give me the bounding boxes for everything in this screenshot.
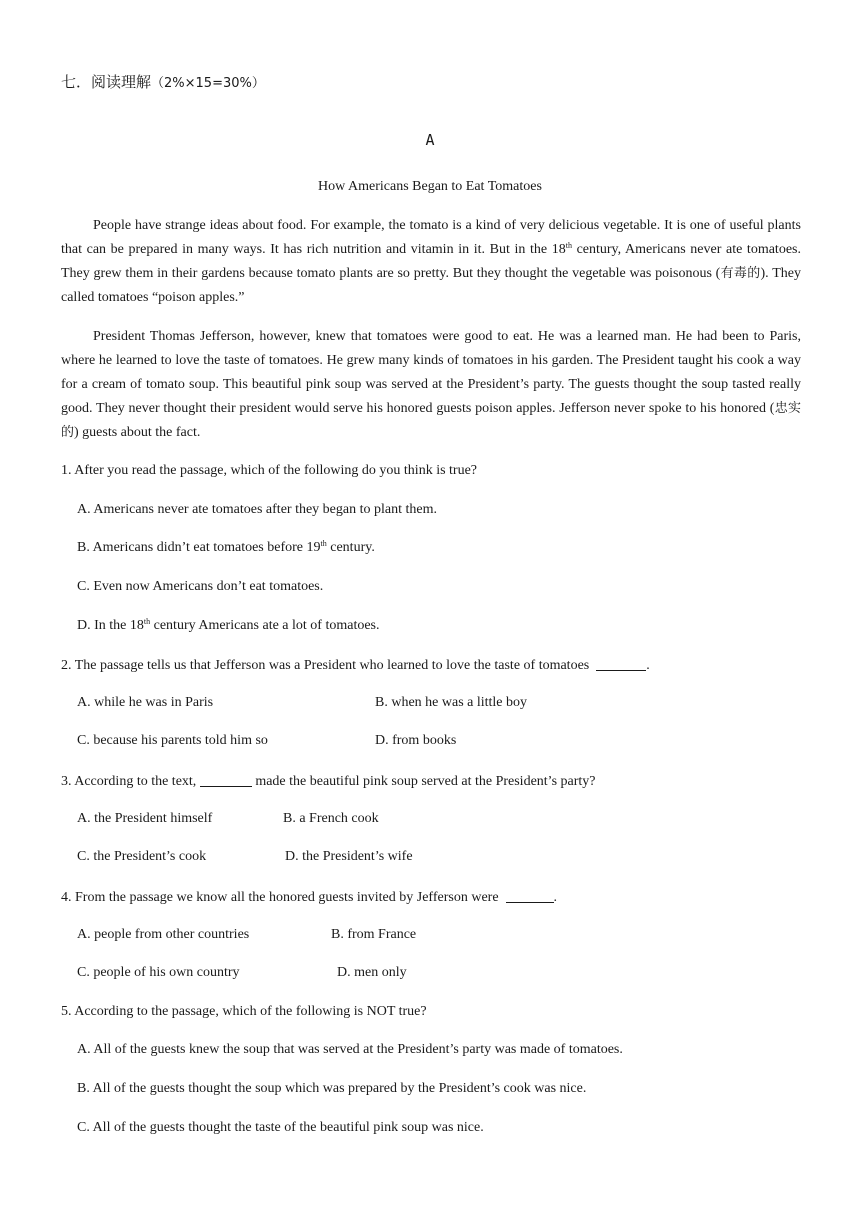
stem-text: . [646,658,650,673]
question-2-option-a: A. while he was in Paris [77,695,214,710]
section-score: （2%×15=30%） [151,76,265,91]
section-title: 七．阅读理解 [61,73,152,91]
part-label: A [425,131,435,149]
paragraph-text: ). They called tomatoes “poison apples.” [61,266,801,305]
question-2-stem [61,656,650,674]
stem-text: 4. From the passage we know all the honored guests invited by Jefferson were [61,890,499,905]
option-text: D. In the 18 [77,618,144,633]
question-5-option-c: C. All of the guests thought the taste of the beautiful pink soup was nice. [77,1120,484,1135]
question-4-option-d: D. men only [337,965,407,980]
paragraph-text: People have strange ideas about food. For example, the tomato is a kind of very delicious vegetable. It is one of useful plants that can be prepared in many ways. It has rich nutrition and vitamin in it. But in the 18 [61,218,801,257]
question-3-stem [61,772,596,790]
option-text: century. [326,540,375,555]
passage-title: How Americans Began to Eat Tomatoes [318,179,542,194]
passage-paragraph-1 [61,214,801,310]
superscript: th [143,617,151,626]
question-1-option-a: A. Americans never ate tomatoes after they began to plant them. [77,502,437,517]
question-3-option-c: C. the President’s cook [77,849,207,864]
question-1-option-c: C. Even now Americans don’t eat tomatoes. [77,579,324,594]
question-1-option-d [77,618,380,634]
answer-blank [200,772,252,787]
option-text: B. Americans didn’t eat tomatoes before 19 [77,540,321,555]
question-4-option-c: C. people of his own country [77,965,240,980]
question-4-option-b: B. from France [331,927,417,942]
paragraph-text: President Thomas Jefferson, however, knew that tomatoes were good to eat. He was a learned man. He had been to Paris, where he learned to love the taste of tomatoes. He grew many kinds of tomatoes in his garden. The President taught his cook a way for a cream of tomato soup. This beautiful pink soup was served at the President’s party. The guests thought the soup tasted really good. They never thought their president would serve his honored guests poison apples. Jefferson never spoke to his honored ( [61,329,801,416]
question-3-option-d: D. the President’s wife [285,849,413,864]
question-4-stem [61,888,557,906]
question-2-option-d: D. from books [375,733,457,748]
answer-blank [596,656,646,671]
stem-text: 3. According to the text, [61,774,197,789]
question-1-stem: 1. After you read the passage, which of the following do you think is true? [61,463,478,478]
chinese-gloss: 忠实的 [61,401,801,440]
stem-text: 2. The passage tells us that Jefferson was a President who learned to love the taste of tomatoes [61,658,590,673]
stem-text: made the beautiful pink soup served at the President’s party? [255,774,596,789]
passage-paragraph-2 [61,325,801,445]
chinese-gloss: 有毒的 [720,266,761,281]
question-2-option-b: B. when he was a little boy [375,695,528,710]
question-3-option-b: B. a French cook [283,811,379,826]
question-2-option-c: C. because his parents told him so [77,733,268,748]
option-text: century Americans ate a lot of tomatoes. [150,618,380,633]
section-heading [61,71,265,92]
question-5-stem: 5. According to the passage, which of the following is NOT true? [61,1004,427,1019]
question-1-option-b [77,540,375,556]
question-5-option-b: B. All of the guests thought the soup which was prepared by the President’s cook was nice. [77,1081,587,1096]
paragraph-text: ) guests about the fact. [74,425,201,440]
superscript: th [320,539,327,548]
superscript: th [565,241,572,250]
question-4-option-a: A. people from other countries [77,927,250,942]
paragraph-text: century, Americans never ate tomatoes. They grew them in their gardens because tomato plants are so pretty. But they thought the vegetable was poisonous ( [61,242,801,281]
question-5-option-a: A. All of the guests knew the soup that was served at the President’s party was made of tomatoes. [77,1042,623,1057]
answer-blank [506,888,554,903]
question-3-option-a: A. the President himself [77,811,213,826]
stem-text: . [553,890,558,905]
